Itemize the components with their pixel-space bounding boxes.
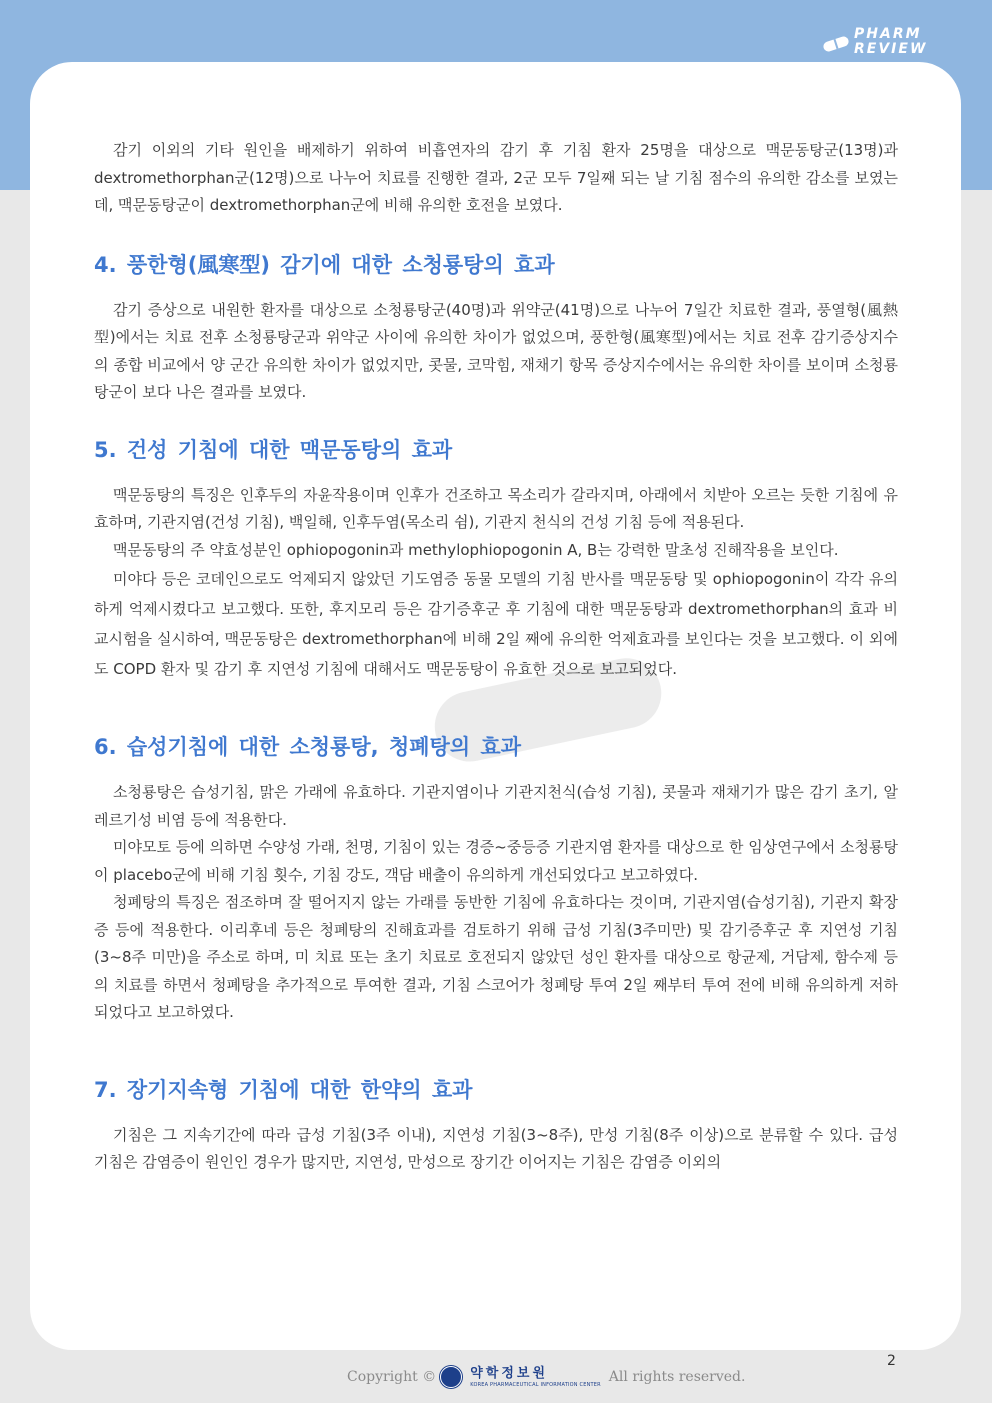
section-heading-7: 7. 장기지속형 기침에 대한 한약의 효과 — [94, 1077, 473, 1102]
paragraph-7-1: 기침은 그 지속기간에 따라 급성 기침(3주 이내), 지연성 기침(3~8주), 만성 기침(8주 이상)으로 분류할 수 있다. 급성 기침은 감염증이 원인인 경우가 많지만, 지연성, 만성으로 장기간 이어지는 기침은 감염증 이외의 — [94, 1125, 898, 1171]
paragraph-6-1: 소청룡탕은 습성기침, 맑은 가래에 유효하다. 기관지염이나 기관지천식(습성 기침), 콧물과 재채기가 많은 감기 초기, 알레르기성 비염 등에 적용한다. — [94, 783, 898, 829]
pharm-review-logo — [820, 26, 940, 62]
paragraph-5-3: 미야다 등은 코데인으로도 억제되지 않았던 기도염증 동물 모델의 기침 반사를 맥문동탕 및 ophiopogonin이 각각 유의하게 억제시켰다고 보고했다. 또한, 후지모리 등은 감기증후군 후 기침에 대한 맥문동탕과 dextromethorphan의 효과 비교시험을 실시하여, 맥문동탕은 dextromethorphan에 비해 2일 째에 유의한 억제효과를 보인다는 것을 보고했다. 이 외에도 COPD 환자 및 감기 후 지연성 기침에 대해서도 맥문동탕이 유효한 것으로 보고되었다. — [94, 570, 898, 678]
footer-copyright — [347, 1362, 745, 1392]
logo-text-pharm: PHARM — [854, 26, 922, 42]
org-name-en: KOREA PHARMACEUTICAL INFORMATION CENTER — [470, 1381, 601, 1388]
paragraph-6-3: 청폐탕의 특징은 점조하며 잘 떨어지지 않는 가래를 동반한 기침에 유효하다는 것이며, 기관지염(습성기침), 기관지 확장증 등에 적용한다. 이리후네 등은 청폐탕의 진해효과를 검토하기 위해 급성 기침(3주미만) 및 감기증후군 후 지연성 기침(3~8주 미만)을 주소로 하며, 미 치료 또는 초기 치료로 호전되지 않았던 성인 환자를 대상으로 항균제, 거담제, 함수제 등의 치료를 하면서 청폐탕을 추가적으로 투여한 결과, 기침 스코어가 청폐탕 투여 2일 째부터 투여 전에 비해 유의하게 저하되었다고 보고하였다. — [94, 893, 898, 1021]
logo-text-review: REVIEW — [854, 41, 928, 57]
org-name-ko: 약학정보원 — [470, 1365, 549, 1381]
paragraph-4-1: 감기 증상으로 내원한 환자를 대상으로 소청룡탕군(40명)과 위약군(41명)으로 나누어 7일간 치료한 결과, 풍열형(風熱型)에서는 치료 전후 소청룡탕군과 위약군 사이에 유의한 차이가 없었으며, 풍한형(風寒型)에서는 치료 전후 감기증상지수의 종합 비교에서 양 군간 유의한 차이가 없었지만, 콧물, 코막힘, 재채기 항목 증상지수에서는 유의한 차이를 보이며 소청룡탕군이 보다 나은 결과를 보였다. — [94, 300, 898, 401]
paragraph-5-2: 맥문동탕의 주 약효성분인 ophiopogonin과 methylophiopogonin A, B는 강력한 말초성 진해작용을 보인다. — [113, 540, 839, 559]
rights-text: All rights reserved. — [608, 1369, 746, 1385]
paragraph-intro: 감기 이외의 기타 원인을 배제하기 위하여 비흡연자의 감기 후 기침 환자 25명을 대상으로 맥문동탕군(13명)과 dextromethorphan군(12명)으로 나누어 치료를 진행한 결과, 2군 모두 7일째 되는 날 기침 점수의 유의한 감소를 보였는데, 맥문동탕군이 dextromethorphan군에 비해 유의한 호전을 보였다. — [94, 141, 898, 214]
page-number: 2 — [887, 1353, 896, 1369]
section-heading-6: 6. 습성기침에 대한 소청룡탕, 청폐탕의 효과 — [94, 735, 521, 759]
copyright-prefix: Copyright © — [347, 1369, 437, 1385]
section-heading-5: 5. 건성 기침에 대한 맥문동탕의 효과 — [94, 437, 453, 462]
document-body — [94, 137, 898, 1177]
kpic-emblem-icon — [440, 1366, 462, 1388]
paragraph-5-1: 맥문동탕의 특징은 인후두의 자윤작용이며 인후가 건조하고 목소리가 갈라지며, 아래에서 치받아 오르는 듯한 기침에 유효하며, 기관지염(건성 기침), 백일해, 인후두염(목소리 쉼), 기관지 천식의 건성 기침 등에 적용된다. — [94, 485, 898, 531]
section-heading-4: 4. 풍한형(風寒型) 감기에 대한 소청룡탕의 효과 — [94, 252, 555, 277]
paragraph-6-2: 미야모토 등에 의하면 수양성 가래, 천명, 기침이 있는 경증~중등증 기관지염 환자를 대상으로 한 임상연구에서 소청룡탕이 placebo군에 비해 기침 횟수, 기침 강도, 객담 배출이 유의하게 개선되었다고 보고하였다. — [94, 838, 898, 884]
capsule-icon — [822, 35, 850, 53]
org-logo — [470, 1366, 601, 1389]
